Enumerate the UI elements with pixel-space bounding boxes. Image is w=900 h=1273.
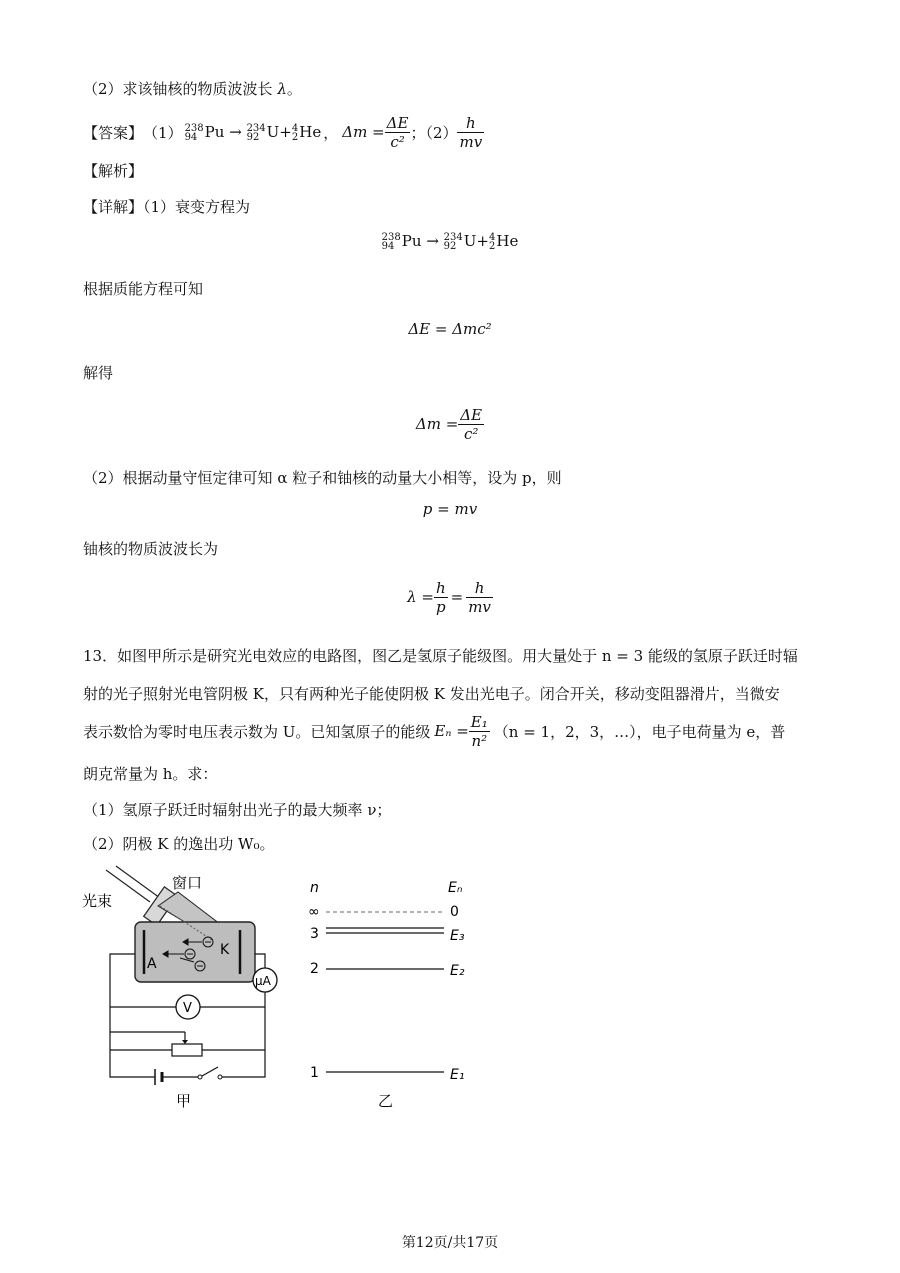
answer-label: 【答案】 (83, 123, 144, 142)
fraction-denominator: mv (459, 132, 483, 151)
microammeter-label: μA (255, 974, 271, 988)
fraction-h-over-mv (466, 579, 493, 616)
mass-energy-text: 根据质能方程可知 (83, 280, 204, 298)
question-13-line-4: 朗克常量为 h。求： (83, 765, 218, 783)
n-header: n (310, 880, 319, 896)
u-symbol: U+ (266, 122, 292, 141)
level-1-label: 1 (310, 1065, 319, 1081)
lambda-lhs: λ = (407, 588, 434, 606)
question-13-line-1: 13．如图甲所示是研究光电效应的电路图，图乙是氢原子能级图。用大量处于 n = 3 能级的氢原子跃迁时辐 (83, 647, 798, 665)
pu-symbol: Pu (401, 232, 422, 250)
fraction-numerator: h (474, 578, 485, 597)
fraction-numerator: ΔE (386, 113, 409, 132)
arrow: → (229, 122, 242, 141)
fraction-e1-over-n2 (469, 713, 490, 750)
analysis-label: 【解析】 (83, 162, 144, 180)
detail-text: （1）衰变方程为 (143, 198, 251, 216)
delta-m-lhs: Δm = (342, 123, 385, 141)
figure-jia-caption: 甲 (176, 1092, 192, 1110)
fraction-denominator: c² (458, 424, 484, 443)
line-3-rest: （n = 1，2，3，…），电子电荷量为 e，普 (493, 722, 786, 741)
question-text: （2）求该铀核的物质波波长 (83, 80, 273, 98)
question-end: 。 (286, 80, 302, 98)
energy-level-diagram (300, 876, 480, 1112)
momentum-text: （2）根据动量守恒定律可知 α 粒子和铀核的动量大小相等，设为 p，则 (83, 469, 562, 487)
fraction-h-over-p (434, 579, 448, 616)
answer-part2-label: ；（2） (410, 123, 458, 142)
mass-energy-equation: ΔE = Δmc² (408, 320, 492, 338)
pu-z: 94 (184, 131, 198, 143)
rheostat-icon (172, 1044, 202, 1056)
level-3-label: 3 (310, 926, 319, 942)
detail-line (83, 196, 250, 217)
u-mass: 234 (246, 122, 266, 134)
he-mass: 4 (488, 232, 496, 243)
pu-z: 94 (381, 241, 395, 252)
light-beam-label: 光束 (82, 892, 113, 910)
u-z: 92 (443, 241, 457, 252)
fraction-numerator: h (435, 578, 446, 597)
anode-label: A (147, 956, 157, 972)
detail-label: 【详解】 (83, 198, 144, 216)
level-inf-energy: 0 (450, 904, 459, 920)
pu-symbol: Pu (204, 122, 225, 141)
nuclear-equation-answer (185, 123, 322, 142)
answer-line (83, 107, 484, 157)
fraction-delta-e-over-c2 (458, 406, 484, 443)
level-2-label: 2 (310, 961, 319, 977)
u-symbol: U+ (463, 232, 489, 250)
fraction-denominator: c² (385, 132, 411, 151)
switch-icon (202, 1067, 218, 1076)
fraction-denominator: mv (468, 597, 491, 616)
he-z: 2 (488, 241, 496, 252)
question-13-sub-2: （2）阴极 K 的逸出功 W₀。 (83, 835, 275, 853)
cathode-label: K (220, 942, 230, 958)
answer-part1-label: （1） (143, 123, 183, 142)
pu-mass: 238 (381, 232, 401, 243)
voltmeter-label: V (183, 1001, 192, 1016)
pu-mass: 238 (184, 122, 204, 134)
question-13-line-3 (83, 708, 785, 754)
momentum-equation: p = mv (422, 500, 478, 518)
question-13-line-2: 射的光子照射光电管阴极 K，只有两种光子能使阴极 K 发出光电子。闭合开关，移动变阻器滑片，当微安 (83, 685, 780, 703)
fraction-numerator: ΔE (460, 405, 483, 424)
page-footer: 第12页/共17页 (401, 1235, 499, 1251)
photoelectric-circuit-figure (80, 862, 300, 1112)
line-3-text: 表示数恰为零时电压表示数为 U。已知氢原子的能级 (83, 722, 431, 741)
wavelength-text: 铀核的物质波波长为 (83, 540, 219, 558)
arrow: → (426, 232, 439, 250)
level-3-energy: E₃ (450, 928, 465, 944)
fraction-h-over-mv (457, 114, 484, 151)
he-z: 2 (291, 131, 299, 143)
window-label: 窗口 (172, 874, 203, 892)
u-mass: 234 (443, 232, 463, 243)
level-2-energy: E₂ (450, 963, 465, 979)
lambda-symbol: λ (277, 80, 287, 98)
he-mass: 4 (291, 122, 299, 134)
fraction-delta-e-over-c2 (385, 114, 411, 151)
wavelength-equation (0, 572, 900, 622)
fraction-denominator: n² (469, 731, 490, 750)
equals-sign: = (450, 588, 464, 606)
fraction-numerator: E₁ (470, 712, 488, 731)
question-12-part-2 (83, 78, 302, 99)
separator: ， (323, 123, 339, 142)
en-lhs: Eₙ = (434, 722, 469, 740)
nuclear-equation (0, 232, 900, 251)
delta-m-lhs: Δm = (415, 415, 459, 433)
delta-m-equation (0, 400, 900, 448)
level-1-energy: E₁ (450, 1067, 465, 1083)
fraction-numerator: h (466, 113, 476, 132)
fraction-denominator: p (434, 597, 448, 616)
solve-text: 解得 (83, 364, 114, 382)
en-header: Eₙ (448, 880, 463, 896)
u-z: 92 (246, 131, 260, 143)
question-13-sub-1: （1）氢原子跃迁时辐射出光子的最大频率 ν； (83, 801, 392, 819)
level-inf-label: ∞ (308, 904, 320, 920)
he-symbol: He (299, 122, 322, 141)
he-symbol: He (496, 232, 519, 250)
figure-yi-caption: 乙 (378, 1092, 394, 1110)
